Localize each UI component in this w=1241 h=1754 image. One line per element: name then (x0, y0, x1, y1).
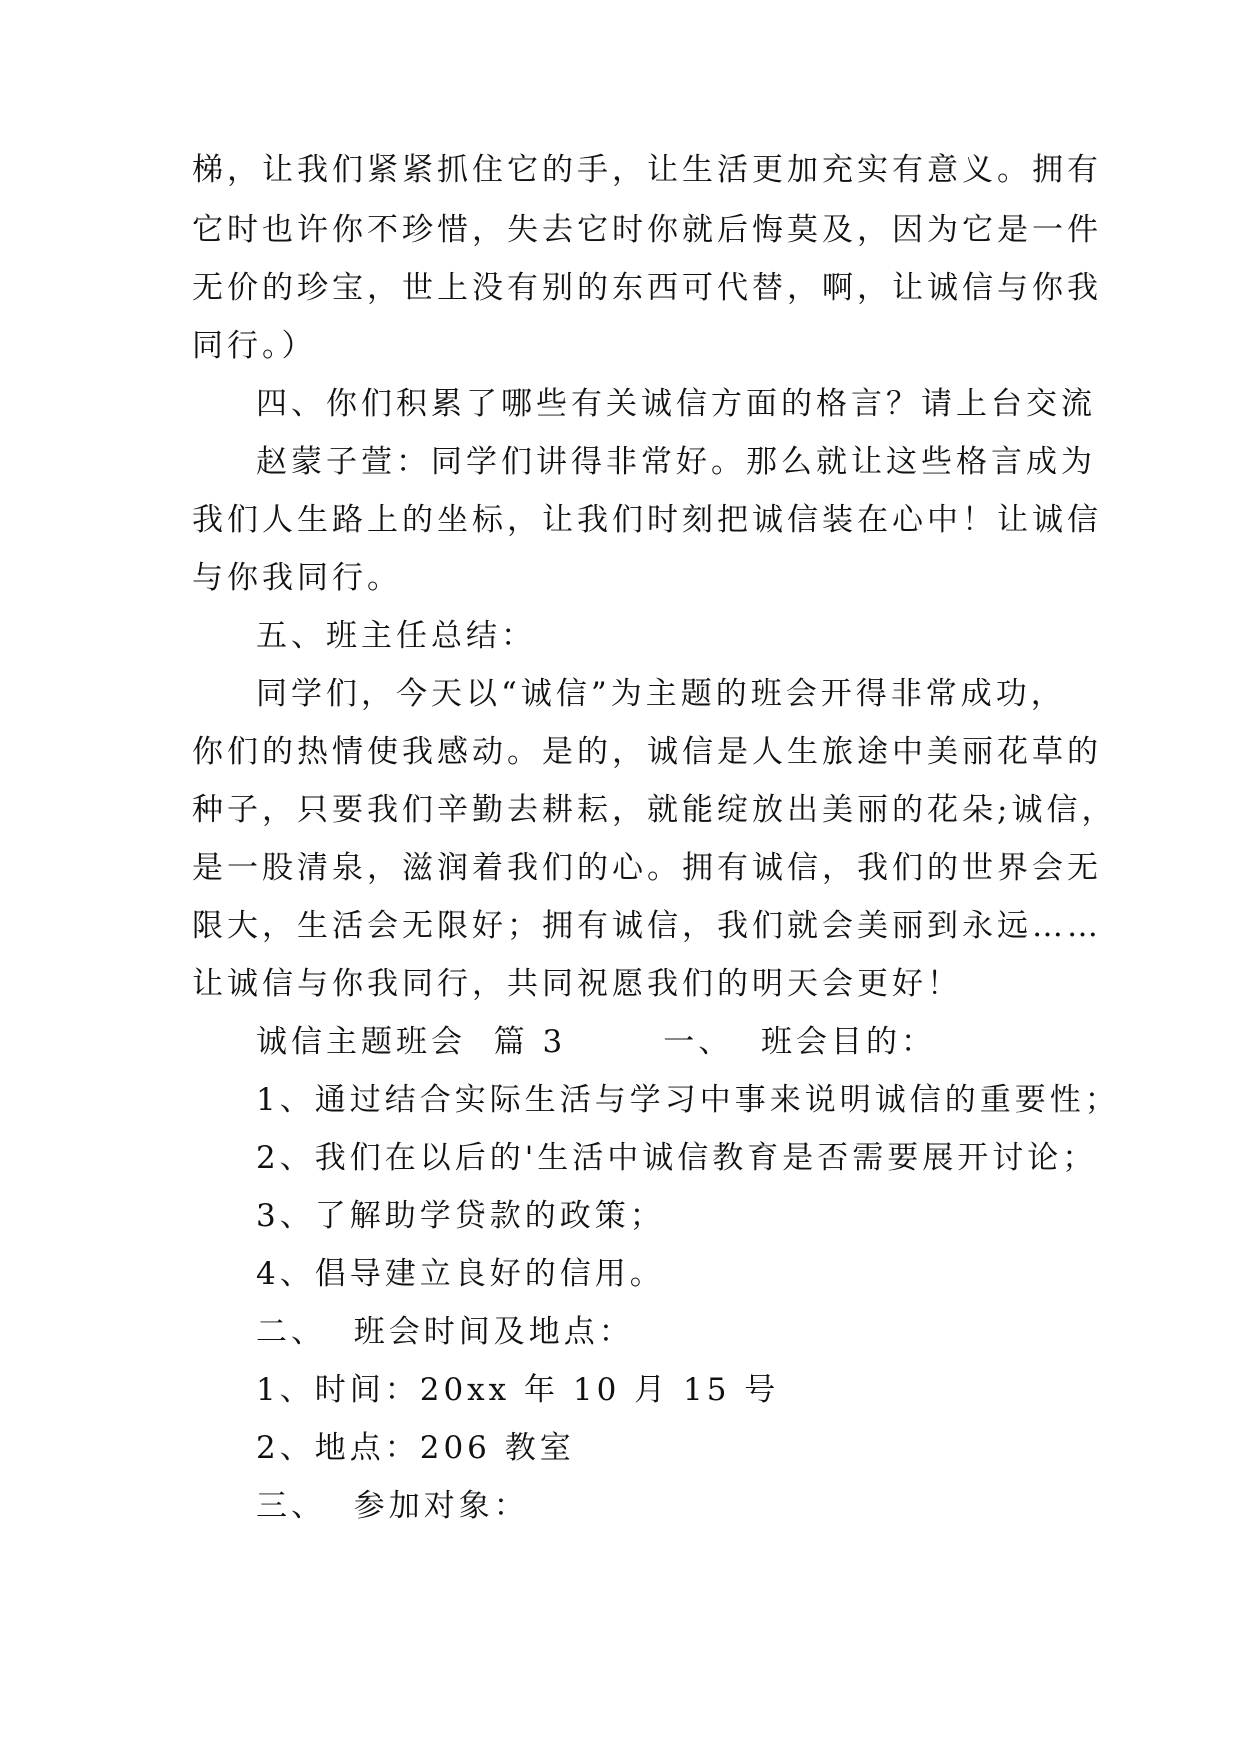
section-heading-4: 四、你们积累了哪些有关诚信方面的格言？请上台交流 (256, 386, 1096, 422)
paragraph-line-2: 它时也许你不珍惜，失去它时你就后悔莫及，因为它是一件 (192, 212, 1102, 248)
section-heading-participants: 三、 参加对象： (256, 1488, 529, 1524)
paragraph-line-15: 让诚信与你我同行，共同祝愿我们的明天会更好！ (192, 966, 962, 1002)
paragraph-line-3: 无价的珍宝，世上没有别的东西可代替，啊，让诚信与你我 (192, 270, 1102, 306)
paragraph-line-10: 同学们，今天以“诚信”为主题的班会开得非常成功， (256, 676, 1066, 712)
paragraph-line-1: 梯，让我们紧紧抓住它的手，让生活更加充实有意义。拥有 (192, 152, 1102, 188)
list-item-4: 4、倡导建立良好的信用。 (256, 1256, 665, 1292)
section-heading-5: 五、班主任总结： (256, 618, 536, 654)
paragraph-line-11: 你们的热情使我感动。是的，诚信是人生旅途中美丽花草的 (192, 734, 1102, 770)
paragraph-line-13: 是一股清泉，滋润着我们的心。拥有诚信，我们的世界会无 (192, 850, 1102, 886)
paragraph-line-4: 同行。） (192, 328, 317, 364)
paragraph-line-6: 赵蒙子萱：同学们讲得非常好。那么就让这些格言成为 (256, 444, 1096, 480)
paragraph-line-14: 限大，生活会无限好；拥有诚信，我们就会美丽到永远…… (192, 908, 1102, 944)
article-heading: 诚信主题班会 篇 3 一、 班会目的： (256, 1024, 936, 1060)
paragraph-line-8: 与你我同行。 (192, 560, 402, 596)
list-item-3: 3、了解助学贷款的政策； (256, 1198, 665, 1234)
paragraph-line-7: 我们人生路上的坐标，让我们时刻把诚信装在心中！让诚信 (192, 502, 1102, 538)
paragraph-line-12: 种子，只要我们辛勤去耕耘，就能绽放出美丽的花朵;诚信， (192, 792, 1117, 828)
list-item-2: 2、我们在以后的'生活中诚信教育是否需要展开讨论； (256, 1140, 1098, 1176)
section-heading-time-place: 二、 班会时间及地点： (256, 1314, 634, 1350)
list-item-1: 1、通过结合实际生活与学习中事来说明诚信的重要性； (256, 1082, 1120, 1118)
list-item-place: 2、地点：206 教室 (256, 1430, 575, 1466)
list-item-time: 1、时间：20xx 年 10 月 15 号 (256, 1372, 780, 1408)
